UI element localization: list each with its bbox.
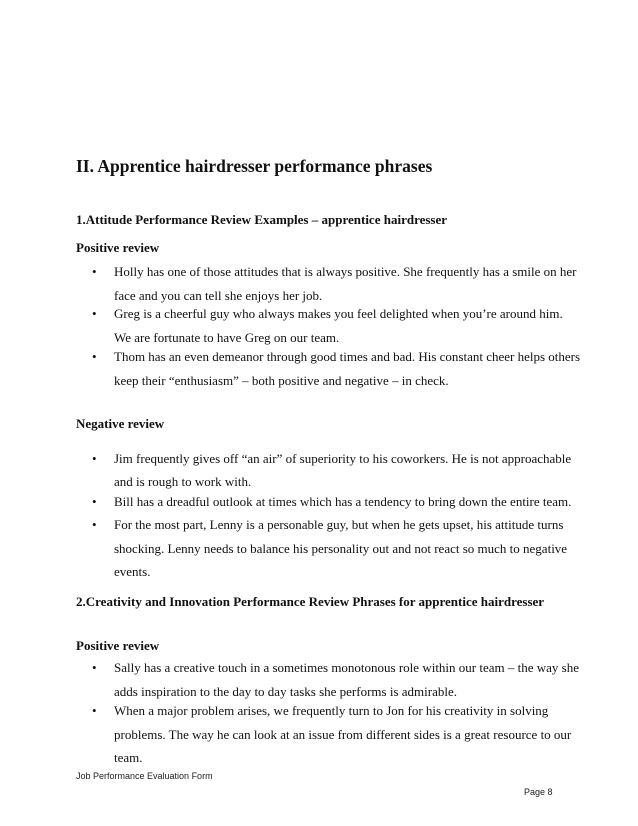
s2-pos-item-2-line-3: team.	[114, 750, 143, 765]
s1-pos-item-1-line-1: Holly has one of those attitudes that is always positive. She frequently has a smile on her	[114, 264, 577, 279]
bullet-icon: •	[92, 660, 97, 675]
page-title: II. Apprentice hairdresser performance phrases	[76, 156, 433, 176]
s1-pos-item-2-line-1: Greg is a cheerful guy who always makes you feel delighted when you’re around him.	[114, 306, 563, 321]
section-1-negative-label: Negative review	[76, 416, 165, 431]
bullet-icon: •	[92, 494, 97, 509]
s2-pos-item-2-line-2: problems. The way he can look at an issue from different sides is a great resource to our	[114, 727, 572, 742]
section-2-heading: 2.Creativity and Innovation Performance Review Phrases for apprentice hairdresser	[76, 594, 545, 609]
bullet-icon: •	[92, 349, 97, 364]
s1-neg-item-1-line-1: Jim frequently gives off “an air” of superiority to his coworkers. He is not approachable	[114, 451, 572, 466]
section-1-positive-label: Positive review	[76, 240, 160, 255]
section-1-heading: 1.Attitude Performance Review Examples – apprentice hairdresser	[76, 212, 448, 227]
s1-neg-item-2-line-1: Bill has a dreadful outlook at times which has a tendency to bring down the entire team.	[114, 494, 572, 509]
bullet-icon: •	[92, 306, 97, 321]
bullet-icon: •	[92, 264, 97, 279]
s1-pos-item-2-line-2: We are fortunate to have Greg on our team.	[114, 330, 340, 345]
s2-pos-item-1-line-1: Sally has a creative touch in a sometimes monotonous role within our team – the way she	[114, 660, 580, 675]
s1-neg-item-1-line-2: and is rough to work with.	[114, 474, 252, 489]
page-number: Page 8	[524, 787, 553, 797]
s1-neg-item-3-line-3: events.	[114, 564, 151, 579]
s1-neg-item-3-line-1: For the most part, Lenny is a personable guy, but when he gets upset, his attitude turns	[114, 517, 564, 532]
footer-form-title: Job Performance Evaluation Form	[76, 771, 213, 781]
s1-pos-item-1-line-2: face and you can tell she enjoys her job.	[114, 288, 323, 303]
s1-pos-item-3-line-2: keep their “enthusiasm” – both positive and negative – in check.	[114, 373, 449, 388]
bullet-icon: •	[92, 517, 97, 532]
bullet-icon: •	[92, 703, 97, 718]
s2-pos-item-1-line-2: adds inspiration to the day to day tasks she performs is admirable.	[114, 684, 457, 699]
section-2-positive-label: Positive review	[76, 638, 160, 653]
s2-pos-item-2-line-1: When a major problem arises, we frequently turn to Jon for his creativity in solving	[114, 703, 549, 718]
s1-pos-item-3-line-1: Thom has an even demeanor through good times and bad. His constant cheer helps others	[114, 349, 581, 364]
bullet-icon: •	[92, 451, 97, 466]
s1-neg-item-3-line-2: shocking. Lenny needs to balance his personality out and not react so much to negative	[114, 541, 568, 556]
